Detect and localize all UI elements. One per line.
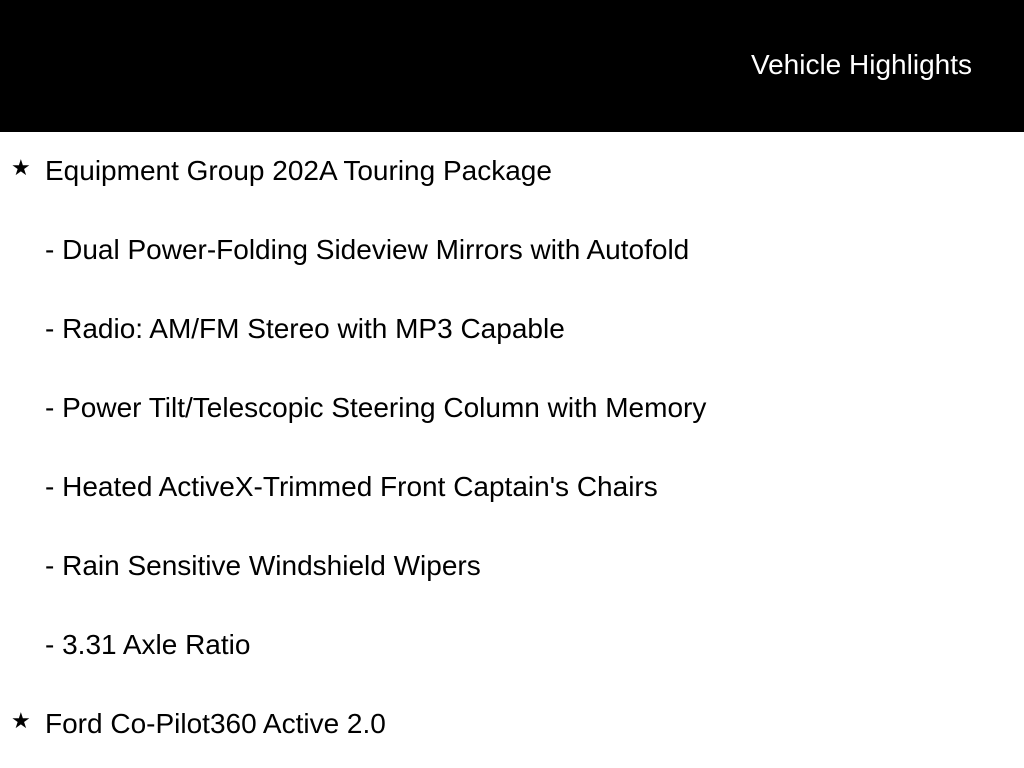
subfeature-label: - Heated ActiveX-Trimmed Front Captain's Chairs [45,471,658,502]
subfeature-label: - Dual Power-Folding Sideview Mirrors with Autofold [45,234,690,265]
list-item [0,290,1024,369]
star-icon: ★ [11,155,31,180]
subfeature-label: - Rain Sensitive Windshield Wipers [45,550,481,581]
star-icon: ★ [11,708,31,733]
list-item [0,211,1024,290]
highlights-header [0,0,1024,132]
feature-label: Ford Co-Pilot360 Active 2.0 [45,708,386,739]
list-item [0,369,1024,448]
subfeature-label: - Power Tilt/Telescopic Steering Column with Memory [45,392,707,423]
subfeature-label: - 3.31 Axle Ratio [45,629,251,660]
feature-label: Equipment Group 202A Touring Package [45,155,552,186]
list-item [0,527,1024,606]
list-item [0,606,1024,685]
list-item [0,685,1024,764]
list-item [0,132,1024,211]
subfeature-label: - Radio: AM/FM Stereo with MP3 Capable [45,313,565,344]
page-title: Vehicle Highlights [750,49,972,80]
list-item [0,448,1024,527]
